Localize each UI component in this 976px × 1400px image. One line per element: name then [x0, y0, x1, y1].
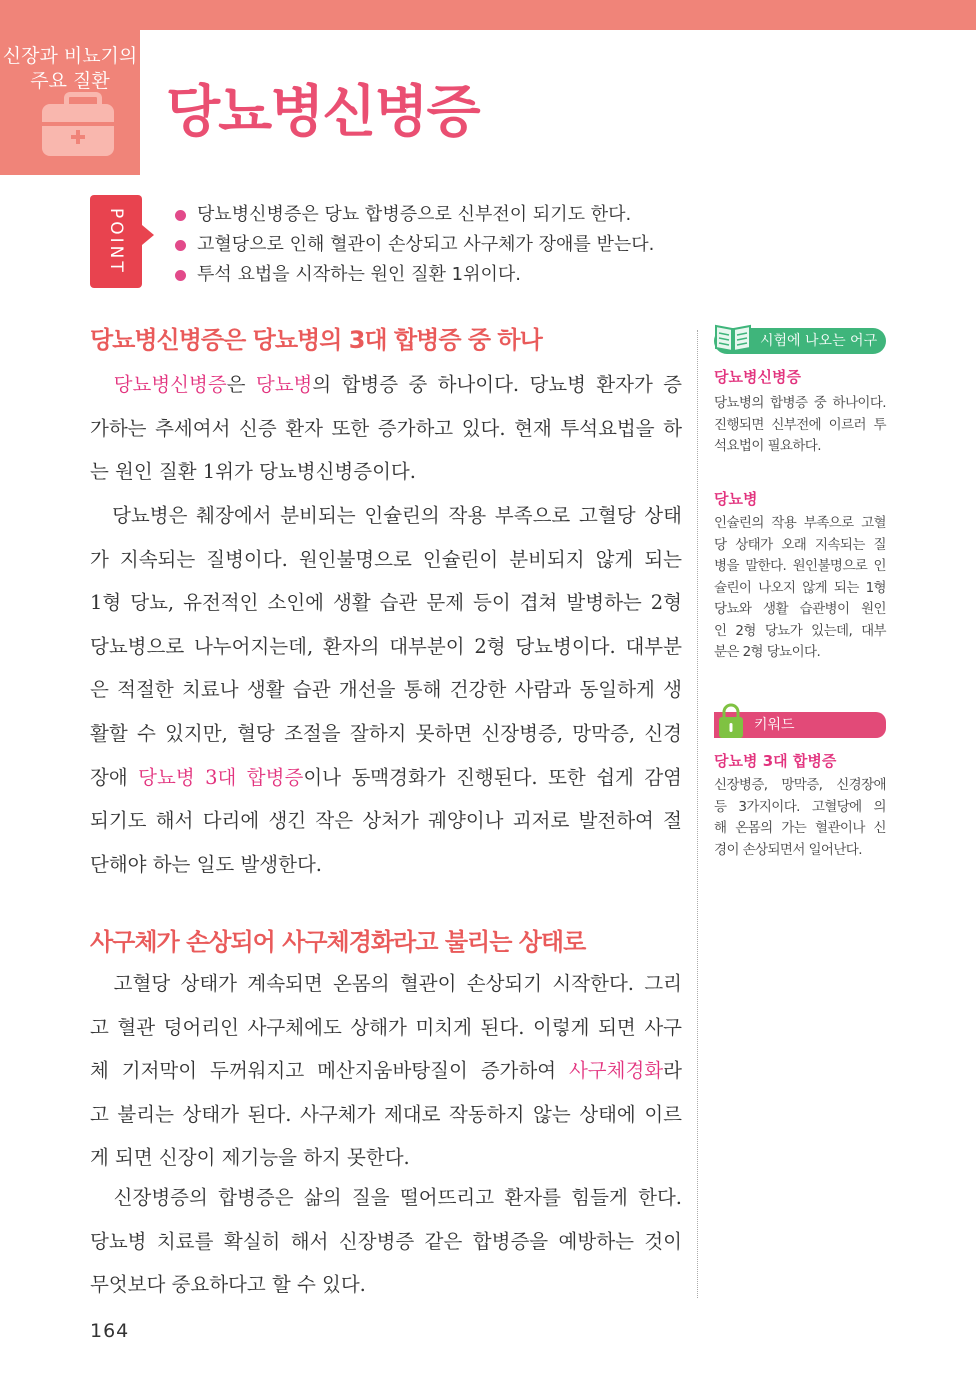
point-label: POINT — [106, 208, 126, 275]
first-aid-kit-icon — [42, 104, 114, 156]
point-item-text: 고혈당으로 인해 혈관이 손상되고 사구체가 장애를 받는다. — [197, 234, 655, 255]
open-book-icon — [714, 320, 752, 354]
bullet-icon — [175, 270, 186, 281]
text-line: 당뇨병 치료를 확실히 해서 신장병증 같은 합병증을 예방하는 것이 — [90, 1229, 682, 1253]
text-line: 장애 당뇨병 3대 합병증이나 동맥경화가 진행된다. 또한 쉽게 감염 — [90, 765, 683, 789]
text-line: 고 불리는 상태가 된다. 사구체가 제대로 작동하지 않는 상태에 이르 — [90, 1102, 682, 1126]
point-item-text: 당뇨병신병증은 당뇨 합병증으로 신부전이 되기도 한다. — [197, 204, 632, 225]
text-line: 당뇨병은 췌장에서 분비되는 인슐린의 작용 부족으로 고혈당 상태 — [112, 504, 682, 527]
exam-terms-badge — [714, 328, 886, 354]
page-number: 164 — [90, 1320, 130, 1342]
text-line: 은 적절한 치료나 생활 습관 개선을 통해 건강한 사람과 동일하게 생 — [90, 678, 682, 702]
text-line: 가 지속되는 질병이다. 원인불명으로 인슐린이 분비되지 않게 되는 — [90, 547, 682, 571]
text-line: 체 기저막이 두꺼워지고 메산지움바탕질이 증가하여 사구체경화라 — [90, 1059, 682, 1083]
section1-paragraph2 — [90, 494, 682, 886]
sidebar-term-description: 신장병증, 망막증, 신경장애 등 3가지이다. 고혈당에 의 해 온몸의 가는 혈관이나 신 경이 손상되면서 일어난다. — [714, 777, 886, 858]
text-line: 무엇보다 중요하다고 할 수 있다. — [90, 1273, 366, 1297]
section1-heading: 당뇨병신병증은 당뇨병의 3대 합병증 중 하나 — [90, 326, 542, 354]
chapter-label — [0, 44, 140, 94]
lock-icon — [716, 702, 746, 740]
text-line: 고혈당 상태가 계속되면 온몸의 혈관이 손상되기 시작한다. 그리 — [113, 972, 682, 995]
text-line: 신장병증의 합병증은 삶의 질을 떨어뜨리고 환자를 힘들게 한다. — [113, 1186, 682, 1209]
text-line: 당뇨병신병증은 당뇨병의 합병증 중 하나이다. 당뇨병 환자가 증 — [113, 373, 682, 396]
point-item — [175, 230, 735, 260]
point-list — [175, 200, 735, 290]
chapter-label-line1: 신장과 비뇨기의 — [2, 45, 138, 67]
keyword-badge — [714, 712, 886, 738]
sidebar-term-title: 당뇨병 3대 합병증 — [714, 752, 837, 770]
text-line: 되기도 해서 다리에 생긴 작은 상처가 궤양이나 괴저로 발전하여 절 — [90, 809, 682, 833]
keyword-badge-label: 키워드 — [754, 717, 795, 733]
section1-paragraph1 — [90, 363, 682, 494]
exam-badge-label: 시험에 나오는 어구 — [760, 333, 878, 349]
sidebar-term-title: 당뇨병 — [714, 490, 758, 508]
page-title: 당뇨병신병증 — [166, 80, 479, 145]
section2-paragraph1 — [90, 962, 682, 1180]
sidebar-term-description: 인슐린의 작용 부족으로 고혈 당 상태가 오래 지속되는 질 병을 말한다. 원인불명으로 인 슐린이 나오지 않게 되는 1형 당뇨와 생활 습관병이 원인 인 2형 당뇨가 있는데, 대부 분은 2형 당뇨이다. — [714, 515, 886, 660]
highlight-term: 당뇨병 3대 합병증 — [138, 765, 304, 789]
chapter-tab — [0, 30, 140, 175]
highlight-term: 당뇨병신병증 — [113, 373, 227, 396]
text-line: 당뇨병으로 나누어지는데, 환자의 대부분이 2형 당뇨병이다. 대부분 — [90, 634, 682, 658]
text-line: 1형 당뇨, 유전적인 소인에 생활 습관 문제 등이 겹쳐 발병하는 2형 — [90, 591, 682, 615]
column-divider — [697, 330, 698, 1298]
text-line: 단해야 하는 일도 발생한다. — [90, 852, 323, 876]
text-line: 가하는 추세여서 신증 환자 또한 증가하고 있다. 현재 투석요법을 하 — [90, 416, 682, 440]
point-item — [175, 200, 735, 230]
sidebar-term-title: 당뇨병신병증 — [714, 368, 801, 386]
text-line: 는 원인 질환 1위가 당뇨병신병증이다. — [90, 460, 416, 484]
bullet-icon — [175, 210, 186, 221]
sidebar-term-description: 당뇨병의 합병증 중 하나이다. 진행되면 신부전에 이르러 투 석요법이 필요하다. — [714, 395, 886, 454]
section2-paragraph2 — [90, 1176, 682, 1307]
text-line: 고 혈관 덩어리인 사구체에도 상해가 미치게 된다. 이렇게 되면 사구 — [90, 1015, 682, 1039]
chapter-label-line2: 주요 질환 — [30, 70, 110, 92]
text-line: 게 되면 신장이 제기능을 하지 못한다. — [90, 1146, 410, 1170]
text-line: 활할 수 있지만, 혈당 조절을 잘하지 못하면 신장병증, 망막증, 신경 — [90, 721, 682, 745]
highlight-term: 사구체경화 — [568, 1059, 664, 1083]
point-item — [175, 260, 735, 290]
bullet-icon — [175, 240, 186, 251]
highlight-term: 당뇨병 — [255, 373, 313, 396]
point-item-text: 투석 요법을 시작하는 원인 질환 1위이다. — [197, 264, 521, 285]
section2-heading: 사구체가 손상되어 사구체경화라고 불리는 상태로 — [90, 928, 586, 956]
point-tag — [90, 195, 142, 288]
top-color-bar — [0, 0, 976, 30]
